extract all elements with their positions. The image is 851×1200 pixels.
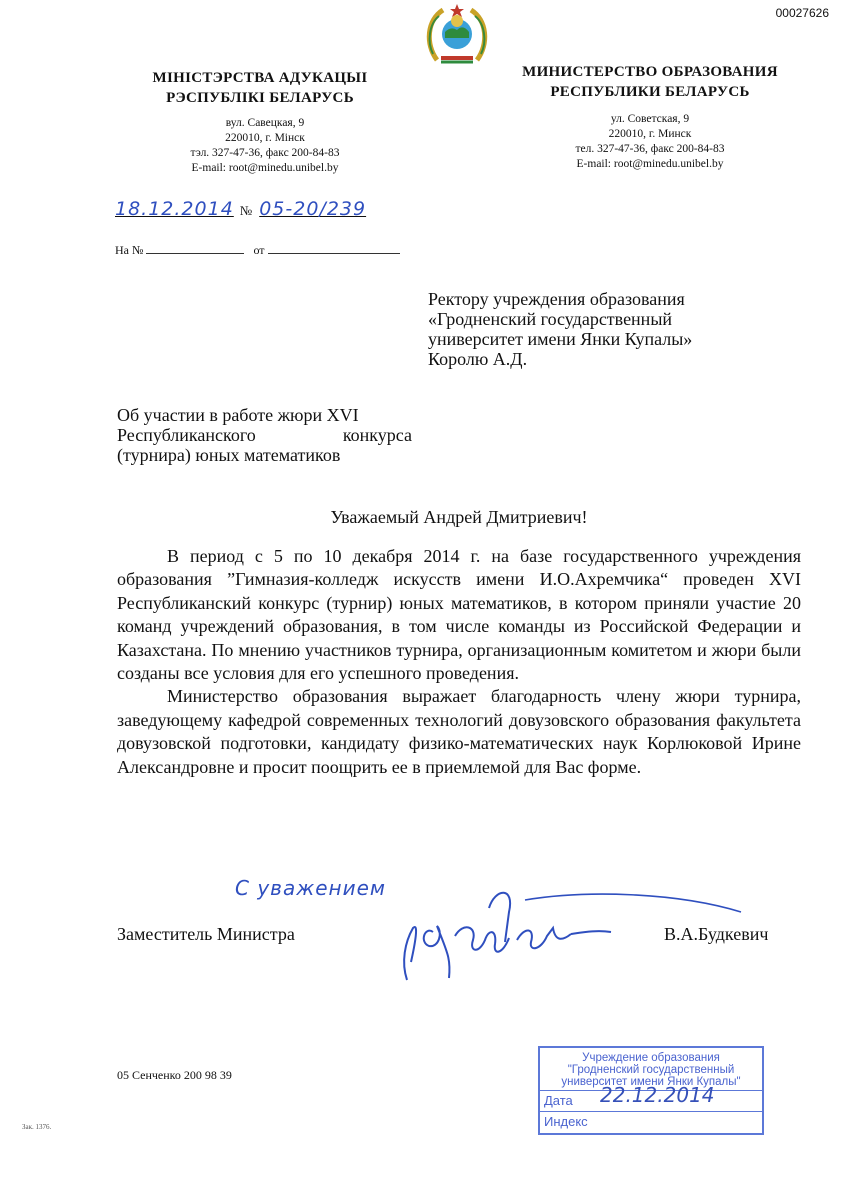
stamp-date-label: Дата bbox=[544, 1093, 573, 1108]
reply-date-label: от bbox=[253, 243, 265, 257]
address-line: 220010, г. Мінск bbox=[225, 132, 305, 144]
stamp-index-label: Индекс bbox=[544, 1114, 588, 1129]
subject-block bbox=[117, 405, 412, 465]
recipient-block bbox=[428, 289, 778, 369]
recipient-line: Королю А.Д. bbox=[428, 349, 528, 369]
print-order-number: Зак. 1376. bbox=[22, 1123, 52, 1131]
stamp-line: Учреждение образования bbox=[582, 1052, 720, 1064]
address-line: 220010, г. Минск bbox=[608, 128, 692, 140]
greeting: Уважаемый Андрей Дмитриевич! bbox=[330, 507, 588, 527]
outgoing-number: 05-20/239 bbox=[259, 198, 367, 220]
stamp-index-row bbox=[540, 1112, 762, 1132]
subject-line: (турнира) юных математиков bbox=[117, 445, 341, 465]
state-emblem-icon bbox=[423, 2, 491, 72]
address-line: вул. Савецкая, 9 bbox=[225, 117, 305, 129]
address-line: ул. Советская, 9 bbox=[610, 113, 690, 125]
address-line: E-mail: root@minedu.unibel.by bbox=[576, 158, 724, 170]
stamp-line: университет имени Янки Купалы" bbox=[561, 1076, 741, 1088]
subject-line: Республиканского конкурса bbox=[117, 425, 412, 445]
org-line: МИНИСТЕРСТВО ОБРАЗОВАНИЯ bbox=[522, 64, 778, 80]
org-line: РЕСПУБЛИКИ БЕЛАРУСЬ bbox=[550, 84, 750, 100]
body-paragraph: Министерство образования выражает благодарность члену жюри турнира, заведующему кафедрой современных технологий довузовского образования факультета довузовской подготовки, кандидату физико-математических наук Корлюковой Ирине Александровне и просит поощрить ее в приемлемой для Вас форме. bbox=[117, 686, 801, 777]
address-line: тел. 327-47-36, факс 200-84-83 bbox=[575, 143, 725, 155]
reply-reference bbox=[115, 243, 400, 258]
ministry-address-belarusian bbox=[145, 116, 385, 176]
signatory-position: Заместитель Министра bbox=[117, 924, 295, 944]
recipient-line: университет имени Янки Купалы» bbox=[428, 329, 693, 349]
executor-contact: 05 Сенченко 200 98 39 bbox=[117, 1068, 232, 1082]
outgoing-date: 18.12.2014 bbox=[115, 198, 234, 220]
ministry-name-belarusian bbox=[110, 68, 410, 108]
signatory-name: В.А.Будкевич bbox=[664, 924, 769, 944]
org-line: РЭСПУБЛІКІ БЕЛАРУСЬ bbox=[166, 90, 354, 106]
body-paragraph: В период с 5 по 10 декабря 2014 г. на базе государственного учреждения образования ”Гимназия-колледж искусств имени И.О.Ахремчика“ проведен XVI Республиканский конкурс (турнир) юных математиков, в котором приняли участие 20 команд учреждений образования, в том числе команды из Российской Федерации и Казахстана. По мнению участников турнира, организационным комитетом и жюри были созданы все условия для его успешного проведения. bbox=[117, 546, 801, 684]
stamp-line: "Гродненский государственный bbox=[567, 1064, 735, 1076]
ministry-address-russian bbox=[540, 112, 760, 172]
reply-number-label: На № bbox=[115, 243, 144, 257]
org-line: МІНІСТЭРСТВА АДУКАЦЫІ bbox=[152, 70, 368, 86]
outgoing-registration bbox=[115, 198, 366, 221]
ministry-name-russian bbox=[495, 62, 805, 102]
subject-line: Об участии в работе жюри XVI bbox=[117, 405, 359, 425]
incoming-registration-stamp bbox=[538, 1046, 764, 1135]
stamp-date-row bbox=[540, 1083, 762, 1112]
recipient-line: «Гродненский государственный bbox=[428, 309, 673, 329]
letter-body bbox=[117, 545, 801, 779]
address-line: тэл. 327-47-36, факс 200-84-83 bbox=[190, 147, 340, 159]
number-sign: № bbox=[239, 203, 254, 218]
address-line: E-mail: root@minedu.unibel.by bbox=[191, 162, 339, 174]
document-number: 00027626 bbox=[775, 6, 829, 20]
stamp-date-value: 22.12.2014 bbox=[600, 1083, 715, 1107]
handwritten-regards: С уважением bbox=[235, 876, 386, 900]
reply-number-blank bbox=[146, 243, 244, 254]
reply-date-blank bbox=[268, 243, 400, 254]
recipient-line: Ректору учреждения образования bbox=[428, 289, 685, 309]
